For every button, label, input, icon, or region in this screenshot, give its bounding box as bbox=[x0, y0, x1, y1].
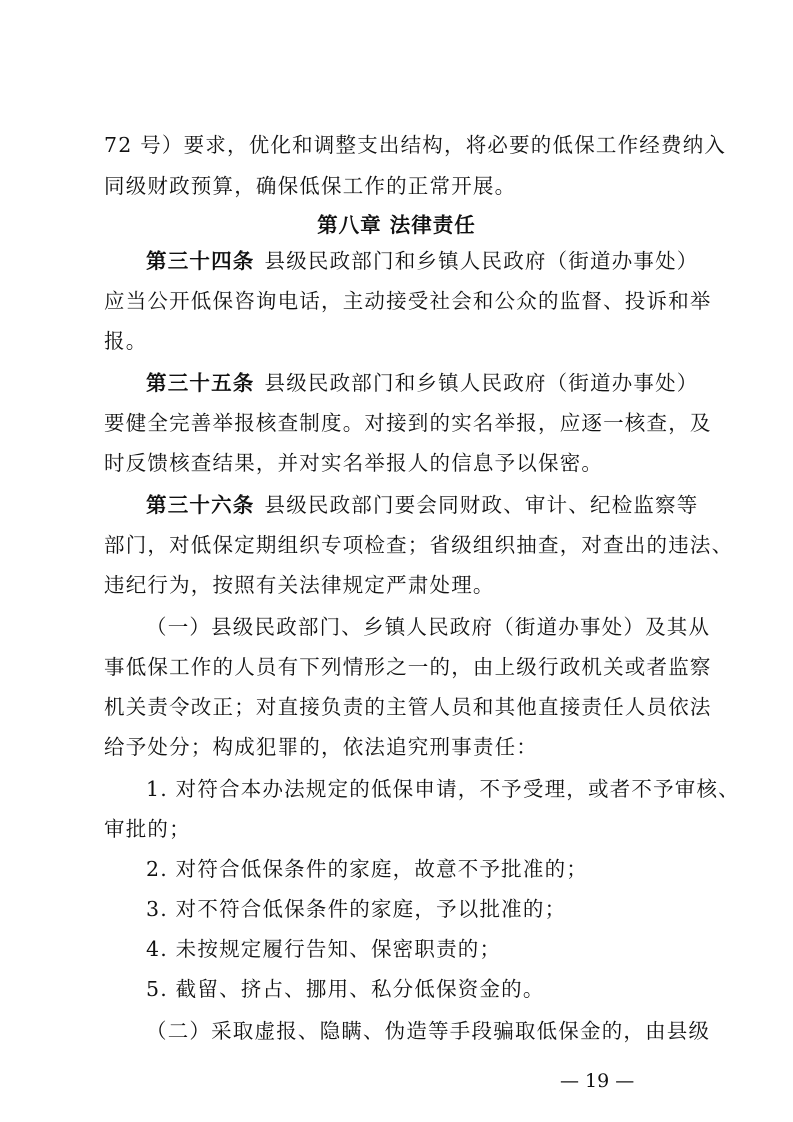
paragraph-line: 72 号）要求，优化和调整支出结构，将必要的低保工作经费纳入 bbox=[104, 133, 727, 157]
list-item-1-line-2: 审批的； bbox=[104, 817, 191, 841]
article-text: 县级民政部门和乡镇人民政府（街道办事处） bbox=[264, 371, 699, 395]
clause-1-line-3: 机关责令改正；对直接负责的主管人员和其他直接责任人员依法 bbox=[104, 695, 712, 719]
article-35-line-2: 要健全完善举报核查制度。对接到的实名举报，应逐一核查，及 bbox=[104, 411, 712, 435]
chapter-heading: 第八章 法律责任 bbox=[317, 213, 476, 237]
article-36-line-3: 违纪行为，按照有关法律规定严肃处理。 bbox=[104, 573, 495, 597]
list-item-1-line-1: 1. 对符合本办法规定的低保申请，不予受理，或者不予审核、 bbox=[146, 777, 740, 801]
article-label: 第三十六条 bbox=[146, 493, 255, 517]
article-36-line-2: 部门，对低保定期组织专项检查；省级组织抽查，对查出的违法、 bbox=[104, 533, 734, 557]
article-34-line-2: 应当公开低保咨询电话，主动接受社会和公众的监督、投诉和举 bbox=[104, 289, 712, 313]
article-label: 第三十四条 bbox=[146, 249, 255, 273]
list-item-3: 3. 对不符合低保条件的家庭，予以批准的； bbox=[146, 897, 567, 921]
article-label: 第三十五条 bbox=[146, 371, 255, 395]
list-item-5: 5. 截留、挤占、挪用、私分低保资金的。 bbox=[146, 977, 545, 1001]
paragraph-line: 同级财政预算，确保低保工作的正常开展。 bbox=[104, 174, 517, 198]
clause-1-line-4: 给予处分；构成犯罪的，依法追究刑事责任： bbox=[104, 735, 538, 759]
clause-2-line-1: （二）采取虚报、隐瞒、伪造等手段骗取低保金的，由县级 bbox=[146, 1019, 711, 1043]
clause-1-line-2: 事低保工作的人员有下列情形之一的，由上级行政机关或者监察 bbox=[104, 655, 712, 679]
article-34-line-1 bbox=[146, 247, 699, 275]
article-35-line-3: 时反馈核查结果，并对实名举报人的信息予以保密。 bbox=[104, 451, 604, 475]
list-item-4: 4. 未按规定履行告知、保密职责的； bbox=[146, 937, 502, 961]
article-text: 县级民政部门和乡镇人民政府（街道办事处） bbox=[264, 249, 699, 273]
article-34-line-3: 报。 bbox=[104, 329, 148, 353]
page-number: — 19 — bbox=[560, 1070, 635, 1092]
clause-1-line-1: （一）县级民政部门、乡镇人民政府（街道办事处）及其从 bbox=[146, 615, 711, 639]
article-36-line-1 bbox=[146, 491, 699, 519]
article-35-line-1 bbox=[146, 369, 699, 397]
article-text: 县级民政部门要会同财政、审计、纪检监察等 bbox=[264, 493, 699, 517]
list-item-2: 2. 对符合低保条件的家庭，故意不予批准的； bbox=[146, 857, 588, 881]
